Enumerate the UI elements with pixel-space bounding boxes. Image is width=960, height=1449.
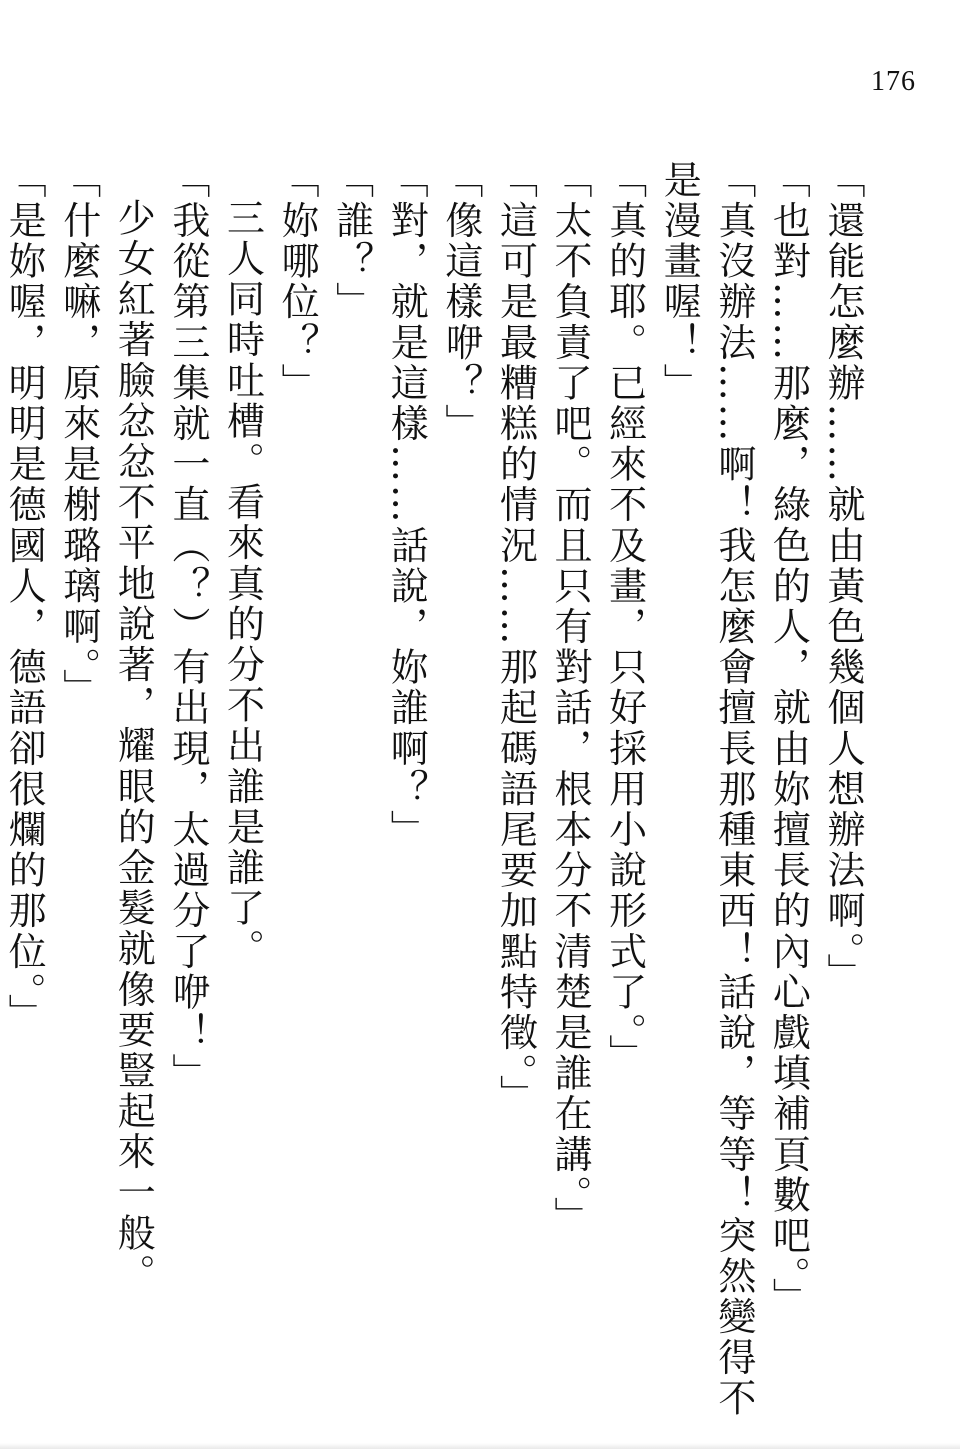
text-line: 「也對……那麼，綠色的人，就由妳擅長的內心戲填補頁數吧。」 — [766, 160, 811, 1319]
text-line: 「對，就是這樣……話說，妳誰啊？」 — [384, 160, 429, 851]
narration-line: 三人同時吐槽。看來真的分不出誰是誰了。 — [220, 198, 265, 970]
text-line: 「誰？」 — [329, 160, 374, 323]
text-line: 「像這樣咿？」 — [438, 160, 483, 445]
text-line: 「真沒辦法……啊！我怎麼會擅長那種東西！話說，等等！突然變得不是漫畫喔！」 — [657, 160, 756, 1419]
text-line: 「還能怎麼辦……就由黃色幾個人想辦法啊。」 — [821, 160, 865, 994]
text-line: 「我從第三集就一直（？）有出現，太過分了咿！」 — [165, 160, 210, 1094]
text-line: 「是妳喔，明明是德國人，德語卻很爛的那位。」 — [2, 160, 47, 1035]
vertical-text-body — [2, 160, 870, 1420]
text-line: 「什麼嘛，原來是榭璐璃啊。」 — [56, 160, 101, 710]
page-number: 176 — [871, 66, 916, 97]
text-line: 「妳哪位？」 — [275, 160, 320, 404]
text-line: 「這可是最糟糕的情況……那起碼語尾要加點特徵。」 — [493, 160, 538, 1116]
text-line: 「太不負責了吧。而且只有對話，根本分不清楚是誰在講。」 — [548, 160, 593, 1238]
text-line: 「真的耶。已經來不及畫，只好採用小說形式了。」 — [602, 160, 647, 1075]
narration-line: 少女紅著臉忿忿不平地說著，耀眼的金髮就像要豎起來一般。 — [111, 198, 156, 1295]
page-bottom-edge — [0, 1443, 960, 1449]
